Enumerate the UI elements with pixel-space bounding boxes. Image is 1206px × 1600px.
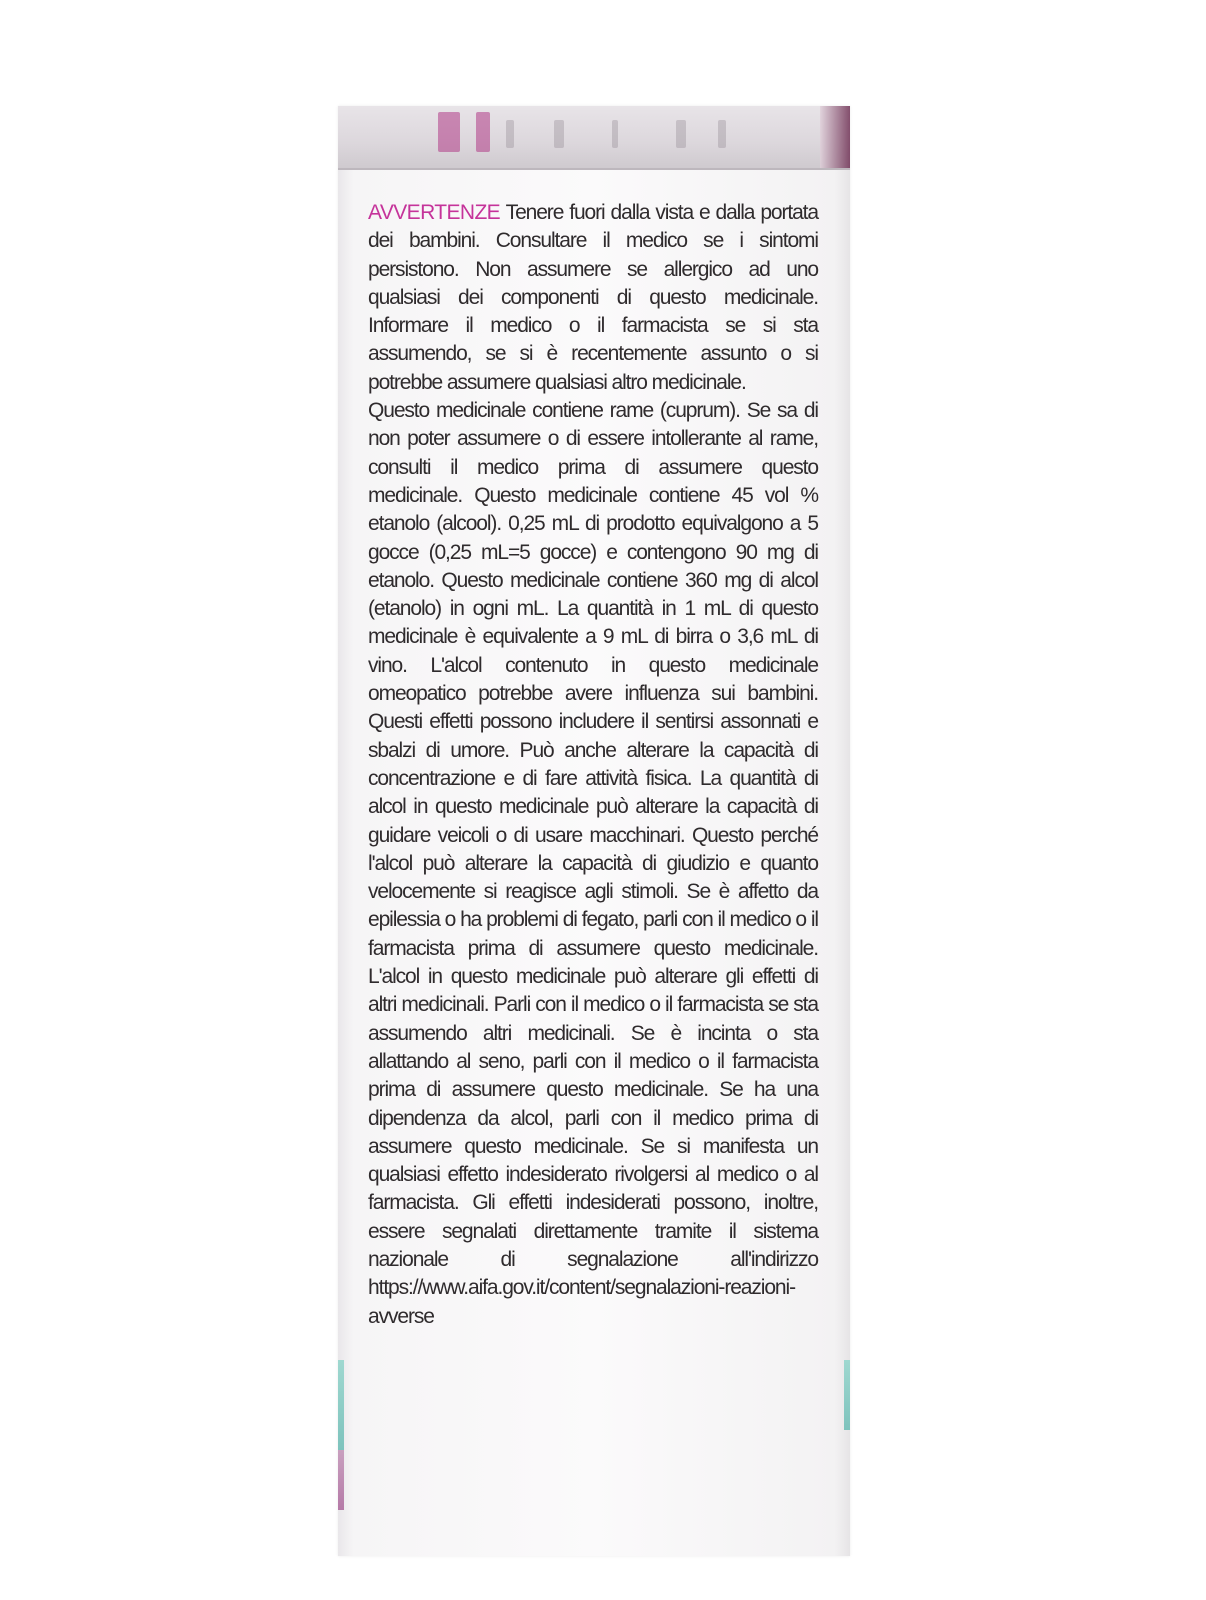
warnings-text <box>368 199 818 1331</box>
warnings-paragraph-1 <box>368 199 818 397</box>
flap-print-mark <box>438 112 460 152</box>
teal-accent-stripe <box>844 1360 850 1430</box>
warnings-heading: AVVERTENZE <box>368 201 501 224</box>
warnings-paragraph-2: Questo medicinale contiene rame (cuprum). Se sa di non poter assumere o di essere intollerante al rame, consulti il medico prima di assumere questo medicinale. Questo medicinale contiene 45 vol % etanolo (alcool). 0,25 mL di prodotto equivalgono a 5 gocce (0,25 mL=5 gocce) e contengono 90 mg di etanolo. Questo medicinale contiene 360 mg di alcol (etanolo) in ogni mL. La quantità in 1 mL di questo medicinale è equivalente a 9 mL di birra o 3,6 mL di vino. L'alcol contenuto in questo medicinale omeopatico potrebbe avere influenza sui bambini. Questi effetti possono includere il sentirsi assonnati e sbalzi di umore. Può anche alterare la capacità di concentrazione e di fare attività fisica. La quantità di alcol in questo medicinale può alterare la capacità di guidare veicoli o di usare macchinari. Questo perché l'alcol può alterare la capacità di giudizio e quanto velocemente si reagisce agli stimoli. Se è affetto da epilessia o ha problemi di fegato, parli con il medico o il farmacista prima di assumere questo medicinale. L'alcol in questo medicinale può alterare gli effetti di altri medicinali. Parli con il medico o il farmacista se sta assumendo altri medicinali. Se è incinta o sta allattando al seno, parli con il medico o il farmacista prima di assumere questo medicinale. Se ha una dipendenza da alcol, parli con il medico prima di assumere questo medicinale. Se si manifesta un qualsiasi effetto indesiderato rivolgersi al medico o al farmacista. Gli effetti indesiderati possono, inoltre, essere segnalati direttamente tramite il sistema nazionale di segnalazione all'indirizzo https://www.aifa.gov.it/content/segnalazioni-reazioni-avverse <box>368 399 818 1328</box>
flap-print-mark <box>676 120 686 148</box>
teal-accent-stripe <box>338 1360 344 1450</box>
pink-accent-stripe <box>338 1450 344 1510</box>
flap-print-mark <box>476 112 490 152</box>
flap-print-mark <box>554 120 564 148</box>
flap-corner <box>820 106 850 168</box>
flap-print-mark <box>506 120 514 148</box>
box-top-flap <box>338 106 850 170</box>
warnings-intro-text: Tenere fuori dalla vista e dalla portata dei bambini. Consultare il medico se i sintomi persistono. Non assumere se allergico ad uno qualsiasi dei componenti di questo medicinale. Informare il medico o il farmacista se si sta assumendo, se si è recentemente assunto o si potrebbe assumere qualsiasi altro medicinale. <box>368 201 819 394</box>
flap-print-mark <box>718 120 726 148</box>
flap-print-mark <box>612 120 618 148</box>
